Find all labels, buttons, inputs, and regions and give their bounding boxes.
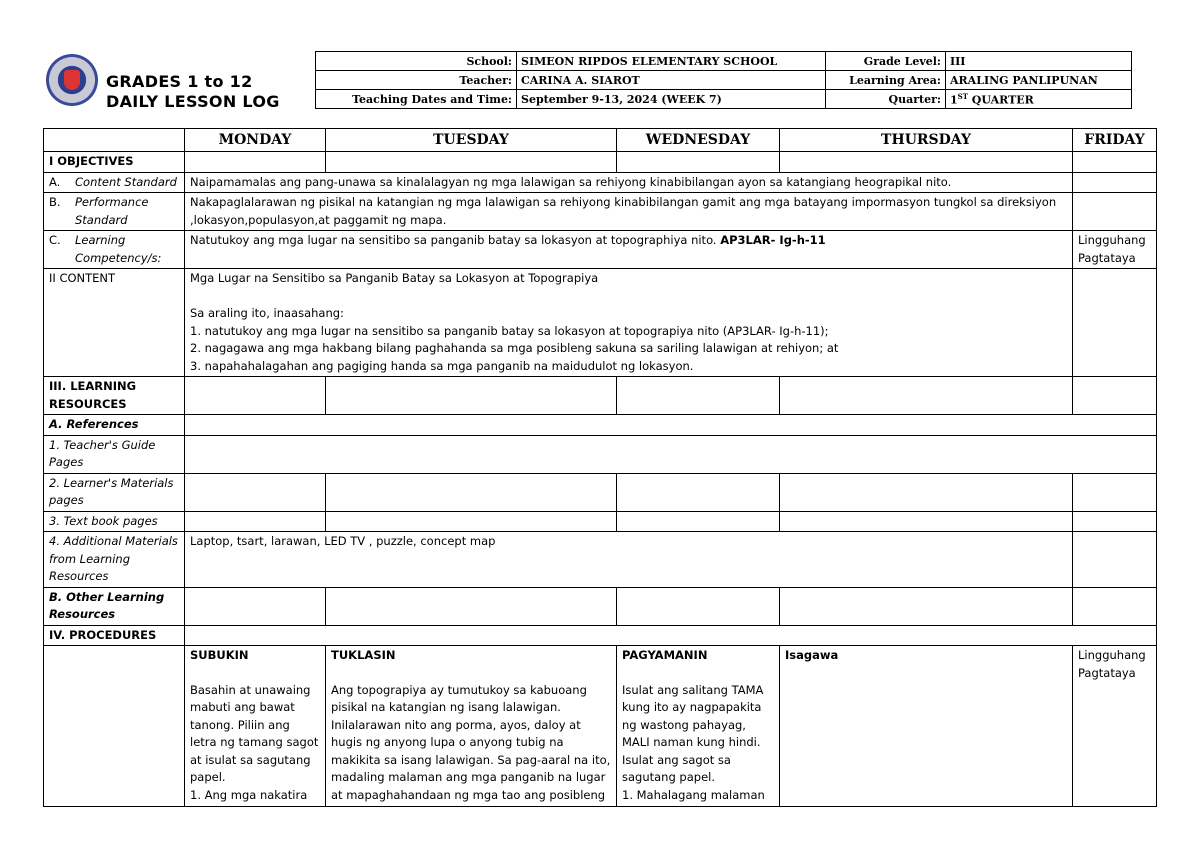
procedures-label: IV. PROCEDURES [44,625,185,646]
lesson-log-header [43,51,1142,109]
corner-cell [44,129,185,152]
references-label: A. References [44,415,185,436]
content-row [44,269,1157,377]
objectives-label: I OBJECTIVES [44,152,185,173]
deped-seal-logo [46,54,98,106]
day-monday: MONDAY [185,129,326,152]
additional-materials-row [44,532,1157,588]
additional-materials-label: 4. Additional Materials from Learning Resources [44,532,185,588]
quarter-ordinal: ST [957,91,968,101]
tuesday-procedure-title: TUKLASIN [331,648,396,662]
header-title-line2: DAILY LESSON LOG [106,92,280,111]
performance-standard-row [44,193,1157,231]
school-value: SIMEON RIPDOS ELEMENTARY SCHOOL [517,52,826,71]
learning-area-label: Learning Area: [826,71,946,90]
competency-code: AP3LAR- Ig-h-11 [720,233,826,247]
other-resources-row [44,587,1157,625]
thursday-procedure [780,646,1073,807]
performance-standard-label: B. Performance Standard [44,193,185,231]
teachers-guide-label: 1. Teacher's Guide Pages [44,435,185,473]
wednesday-procedure-title: PAGYAMANIN [622,648,708,662]
learning-resources-label: III. LEARNING RESOURCES [44,377,185,415]
learning-competency-label: C. Learning Competency/s: [44,231,185,269]
additional-materials-text: Laptop, tsart, larawan, LED TV , puzzle, concept map [185,532,1073,588]
learning-resources-row [44,377,1157,415]
day-friday: FRIDAY [1073,129,1157,152]
day-wednesday: WEDNESDAY [617,129,780,152]
content-label: II CONTENT [44,269,185,377]
teaching-dates-label: Teaching Dates and Time: [316,90,517,109]
grade-level-label: Grade Level: [826,52,946,71]
teaching-dates-value: September 9-13, 2024 (WEEK 7) [517,90,826,109]
daily-lesson-log-table [43,128,1157,807]
content-text: Mga Lugar na Sensitibo sa Panganib Batay sa Lokasyon at Topograpiya Sa araling ito, inaasahang: 1. natutukoy ang mga lugar na sensitibo sa panganib batay sa lokasyon at topograpiya nito (AP3LAR- Ig-h-11); 2. nagagawa ang mga hakbang bilang paghahanda sa mga posibleng sakuna sa sariling lalawigan at rehiyon; at 3. napahahalagahan ang pagiging handa sa mga panganib na maidudulot ng lokasyon. [185,269,1073,377]
school-info-table [315,51,1132,109]
thursday-procedure-title: Isagawa [785,648,839,662]
monday-procedure-text: Basahin at unawaing mabuti ang bawat tanong. Piliin ang letra ng tamang sagot at isulat sa sagutang papel. 1. Ang mga nakatira [190,682,319,802]
learning-area-value: ARALING PANLIPUNAN [946,71,1132,90]
header-title-line1: GRADES 1 to 12 [106,72,253,91]
learning-competency-friday: Lingguhang Pagtataya [1073,231,1157,269]
learning-competency-text: Natutukoy ang mga lugar na sensitibo sa panganib batay sa lokasyon at topographiya nito. AP3LAR- Ig-h-11 [185,231,1073,269]
textbook-pages-label: 3. Text book pages [44,511,185,532]
monday-procedure [185,646,326,807]
day-tuesday: TUESDAY [326,129,617,152]
wednesday-procedure [617,646,780,807]
content-standard-text: Naipamamalas ang pang-unawa sa kinalalagyan ng mga lalawigan sa rehiyong kinabibilangan ayon sa katangiang heograpikal nito. [185,172,1073,193]
content-standard-row [44,172,1157,193]
monday-procedure-title: SUBUKIN [190,648,249,662]
learning-competency-row [44,231,1157,269]
teacher-label: Teacher: [316,71,517,90]
school-label: School: [316,52,517,71]
wednesday-procedure-text: Isulat ang salitang TAMA kung ito ay nagpapakita ng wastong pahayag, MALI naman kung hindi. Isulat ang sagot sa sagutang papel. 1. Mahalagang malaman [622,682,765,802]
day-header-row [44,129,1157,152]
quarter-text: QUARTER [967,93,1034,107]
grade-level-value: III [946,52,1132,71]
friday-procedure: Lingguhang Pagtataya [1073,646,1157,807]
day-thursday: THURSDAY [780,129,1073,152]
content-standard-label: A. Content Standard [44,172,185,193]
teacher-value: CARINA A. SIAROT [517,71,826,90]
teachers-guide-row [44,435,1157,473]
performance-standard-text: Nakapaglalarawan ng pisikal na katangian ng mga lalawigan sa rehiyong kinabibilangan gamit ang mga batayang impormasyon tungkol sa direksiyon ,lokasyon,populasyon,at paggamit ng mapa. [185,193,1073,231]
quarter-number: 1 [950,93,958,107]
textbook-pages-row [44,511,1157,532]
tuesday-procedure [326,646,617,807]
references-row [44,415,1157,436]
quarter-value [946,90,1132,109]
objectives-row [44,152,1157,173]
learners-materials-row [44,473,1157,511]
procedures-row [44,625,1157,646]
other-resources-label: B. Other Learning Resources [44,587,185,625]
procedures-detail-row [44,646,1157,807]
learners-materials-label: 2. Learner's Materials pages [44,473,185,511]
quarter-label: Quarter: [826,90,946,109]
tuesday-procedure-text: Ang topograpiya ay tumutukoy sa kabuoang pisikal na katangian ng isang lalawigan. Inilalarawan nito ang porma, ayos, daloy at hugis ng anyong lupa o anyong tubig na makikita sa isang lalawigan. Sa pag-aaral na ito, madaling malaman ang mga panganib na lugar at mapaghahandaan ng mga tao ang posibleng [331,682,611,802]
